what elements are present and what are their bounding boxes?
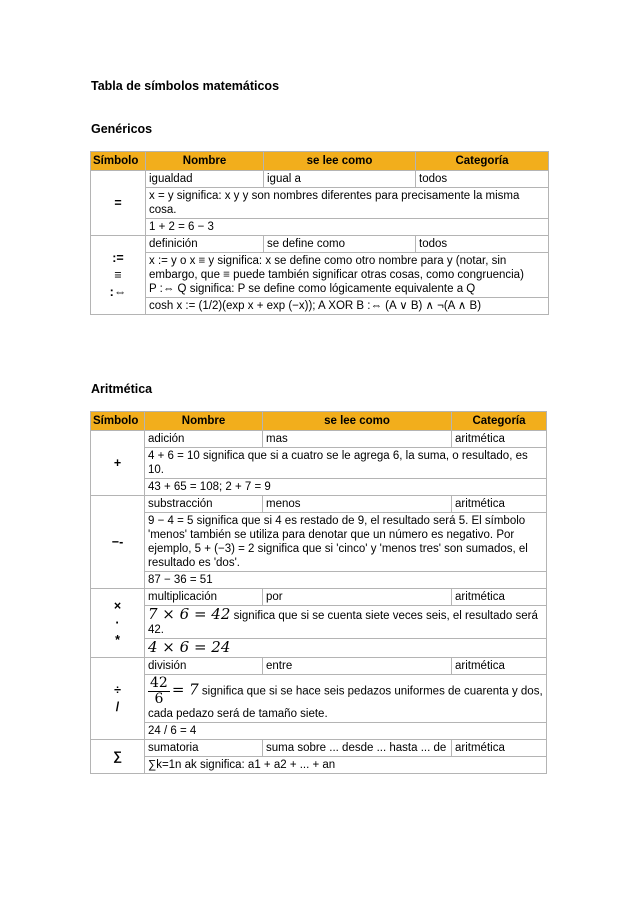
- table-row: [91, 479, 547, 496]
- page-title: Tabla de símbolos matemáticos: [91, 79, 280, 93]
- description-cell: x = y significa: x y y son nombres diferentes para precisamente la misma cosa.: [146, 188, 549, 219]
- example-cell: ∑k=1n ak significa: a1 + a2 + ... + an: [145, 757, 547, 774]
- read-as-cell: menos: [263, 496, 452, 513]
- description-cell: [145, 606, 547, 639]
- description-text: significa que si se cuenta siete veces seis, el resultado será 42.: [148, 610, 538, 636]
- category-cell: aritmética: [452, 658, 547, 675]
- symbol-summation: [91, 740, 145, 774]
- table-row: [91, 496, 547, 513]
- header-read-as: se lee como: [264, 152, 416, 171]
- section-title-genericos: Genéricos: [91, 122, 153, 136]
- table-row: [91, 298, 549, 315]
- table-row: [91, 658, 547, 675]
- category-cell: aritmética: [452, 496, 547, 513]
- fraction-image: [148, 676, 170, 707]
- example-cell: 43 + 65 = 108; 2 + 7 = 9: [145, 479, 547, 496]
- formula-image: 4 × 6 = 24: [148, 638, 231, 656]
- symbol-definition: [91, 236, 146, 315]
- fraction-numerator: 42: [150, 675, 168, 691]
- table-row: [91, 639, 547, 658]
- description-cell: 4 + 6 = 10 significa que si a cuatro se le agrega 6, la suma, o resultado, es 10.: [145, 448, 547, 479]
- name-cell: multiplicación: [145, 589, 263, 606]
- symbol-plus: [91, 431, 145, 496]
- symbol-glyph: =: [114, 195, 122, 210]
- header-name: Nombre: [146, 152, 264, 171]
- description-cell: [145, 675, 547, 723]
- description-cell: 9 − 4 = 5 significa que si 4 es restado de 9, el resultado será 5. El símbolo 'menos' también se utiliza para denotar que un número es negativo. Por ejemplo, 5 + (−3) = 2 significa que si 'cinco' y 'menos tres' son sumados, el resultado es 'dos'.: [145, 513, 547, 572]
- table-row: [91, 431, 547, 448]
- header-category: Categoría: [416, 152, 549, 171]
- name-cell: adición: [145, 431, 263, 448]
- section-title-aritmetica: Aritmética: [91, 382, 153, 396]
- table-row: [91, 219, 549, 236]
- example-cell: [145, 639, 547, 658]
- name-cell: sumatoria: [145, 740, 263, 757]
- table-row: [91, 572, 547, 589]
- symbol-glyph: :=: [112, 250, 124, 265]
- category-cell: todos: [416, 171, 549, 188]
- name-cell: división: [145, 658, 263, 675]
- table-row: [91, 740, 547, 757]
- example-cell: cosh x := (1/2)(exp x + exp (−x)); A XOR B :⇔ (A ∨ B) ∧ ¬(A ∧ B): [146, 298, 549, 315]
- read-as-cell: igual a: [264, 171, 416, 188]
- symbol-equals: [91, 171, 146, 236]
- description-line: P :⇔ Q significa: P se define como lógicamente equivalente a Q: [149, 283, 476, 295]
- symbol-glyph: +: [113, 455, 122, 470]
- table-row: [91, 448, 547, 479]
- name-cell: igualdad: [146, 171, 264, 188]
- example-cell: 87 − 36 = 51: [145, 572, 547, 589]
- category-cell: aritmética: [452, 589, 547, 606]
- table-row: [91, 606, 547, 639]
- description-text: significa que si se hace seis pedazos uniformes de cuarenta y dos, cada pedazo será de tamaño siete.: [148, 685, 543, 720]
- read-as-cell: por: [263, 589, 452, 606]
- symbol-glyph: ≡: [114, 267, 122, 282]
- fraction-result: = 7: [171, 680, 199, 699]
- table-row: [91, 589, 547, 606]
- header-read-as: se lee como: [263, 412, 452, 431]
- header-category: Categoría: [452, 412, 547, 431]
- example-cell: 24 / 6 = 4: [145, 723, 547, 740]
- symbol-glyph: :⇔: [109, 284, 127, 299]
- description-line: x := y o x ≡ y significa: x se define como otro nombre para y (notar, sin embargo, que ≡ puede también significar otras cosas, como congruencia): [149, 255, 524, 281]
- category-cell: aritmética: [452, 431, 547, 448]
- symbol-glyph: ×: [113, 598, 122, 613]
- table-row: [91, 188, 549, 219]
- table-row: [91, 757, 547, 774]
- formula-image: 7 × 6 = 42: [148, 605, 231, 623]
- read-as-cell: mas: [263, 431, 452, 448]
- category-cell: aritmética: [452, 740, 547, 757]
- symbol-glyph: /: [115, 699, 120, 714]
- read-as-cell: suma sobre ... desde ... hasta ... de: [263, 740, 452, 757]
- name-cell: substracción: [145, 496, 263, 513]
- symbol-glyph: −-: [111, 534, 124, 549]
- table-row: [91, 513, 547, 572]
- table-row: [91, 236, 549, 253]
- symbol-multiply: [91, 589, 145, 658]
- table-header-row: [91, 412, 547, 431]
- symbol-glyph: ÷: [114, 682, 121, 697]
- table-row: [91, 723, 547, 740]
- name-cell: definición: [146, 236, 264, 253]
- table-aritmetica: [90, 411, 547, 774]
- header-symbol: Símbolo: [91, 412, 145, 431]
- category-cell: todos: [416, 236, 549, 253]
- symbol-glyph: ·: [115, 615, 120, 630]
- fraction-denominator: 6: [154, 691, 164, 707]
- table-row: [91, 253, 549, 298]
- table-row: [91, 675, 547, 723]
- table-header-row: [91, 152, 549, 171]
- read-as-cell: se define como: [264, 236, 416, 253]
- table-genericos: [90, 151, 549, 315]
- example-cell: 1 + 2 = 6 − 3: [146, 219, 549, 236]
- table-row: [91, 171, 549, 188]
- header-name: Nombre: [145, 412, 263, 431]
- header-symbol: Símbolo: [91, 152, 146, 171]
- symbol-glyph: *: [115, 632, 120, 647]
- symbol-minus: [91, 496, 145, 589]
- symbol-glyph: ∑: [113, 749, 122, 763]
- read-as-cell: entre: [263, 658, 452, 675]
- symbol-divide: [91, 658, 145, 740]
- description-cell: [146, 253, 549, 298]
